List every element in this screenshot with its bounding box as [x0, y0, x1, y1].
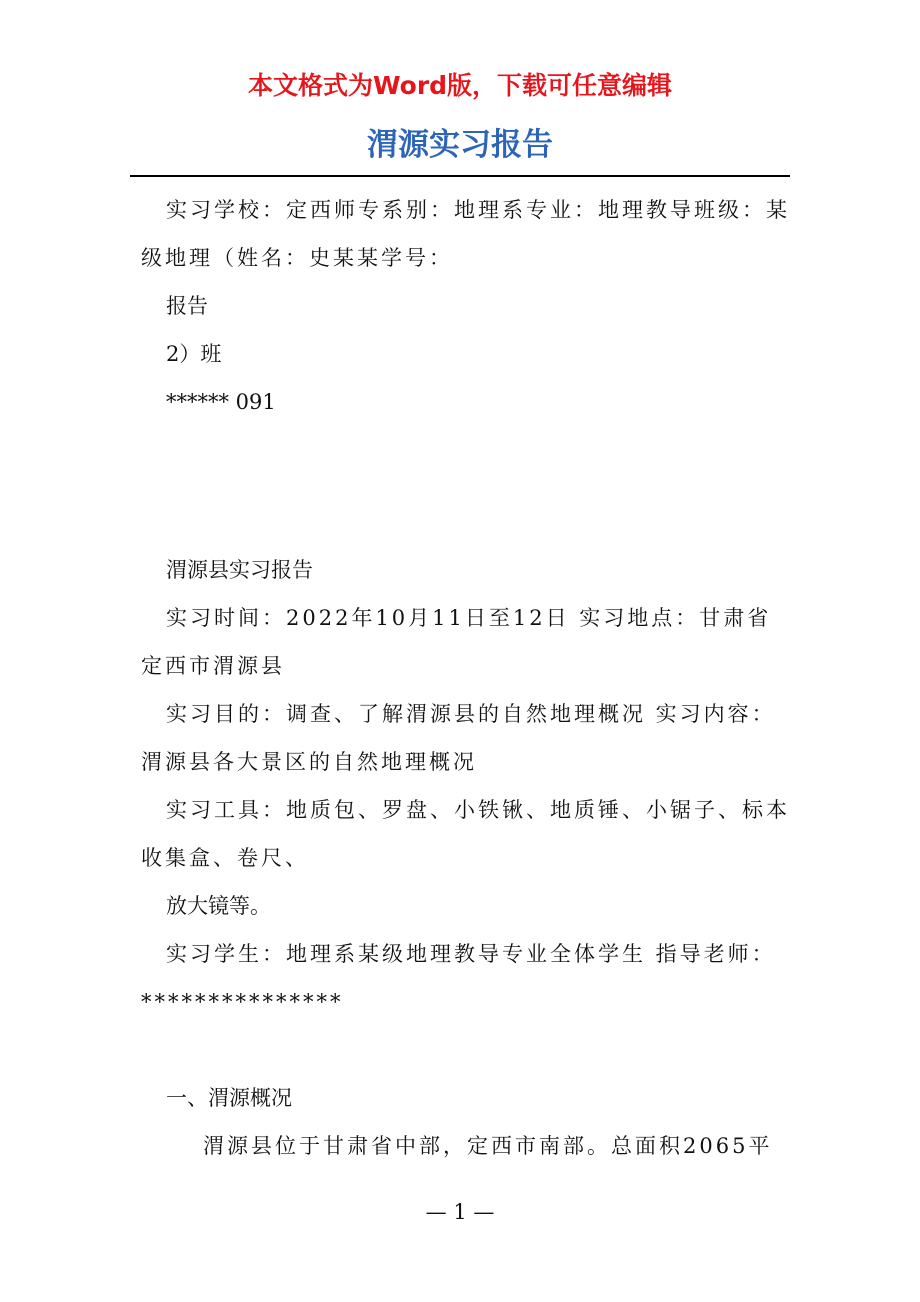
text-line: 2）班 — [166, 342, 222, 366]
time-location-paragraph: 实习时间：2022年10月11日至12日 实习地点：甘肃省定西市渭源县 — [141, 606, 772, 678]
text-line: 放大镜等。 — [166, 894, 271, 918]
info-paragraph: 实习学校：定西师专系别：地理系专业：地理教导班级：某级地理（姓名：史某某学号： — [141, 198, 790, 270]
section-heading: 渭源县实习报告 — [166, 558, 313, 582]
document-body — [141, 186, 791, 1170]
purpose-paragraph: 实习目的：调查、了解渭源县的自然地理概况 实习内容：渭源县各大景区的自然地理概况 — [141, 702, 776, 774]
spacer — [141, 426, 791, 546]
section-heading: 一、渭源概况 — [166, 1086, 292, 1110]
overview-paragraph: 渭源县位于甘肃省中部，定西市南部。总面积2065平 — [203, 1134, 773, 1158]
spacer — [141, 1026, 791, 1074]
tools-paragraph: 实习工具：地质包、罗盘、小铁锹、地质锤、小锯子、标本收集盒、卷尺、 — [141, 798, 790, 870]
students-paragraph: 实习学生：地理系某级地理教导专业全体学生 指导老师：*************** — [141, 942, 776, 1014]
text-line: 报告 — [166, 294, 208, 318]
text-line: ****** 091 — [166, 390, 276, 414]
page-number: — 1 — — [425, 1200, 495, 1224]
download-notice-banner: 本文格式为Word版，下载可任意编辑 — [247, 71, 673, 100]
document-title: 渭源实习报告 — [367, 127, 553, 163]
header-divider — [130, 175, 790, 177]
